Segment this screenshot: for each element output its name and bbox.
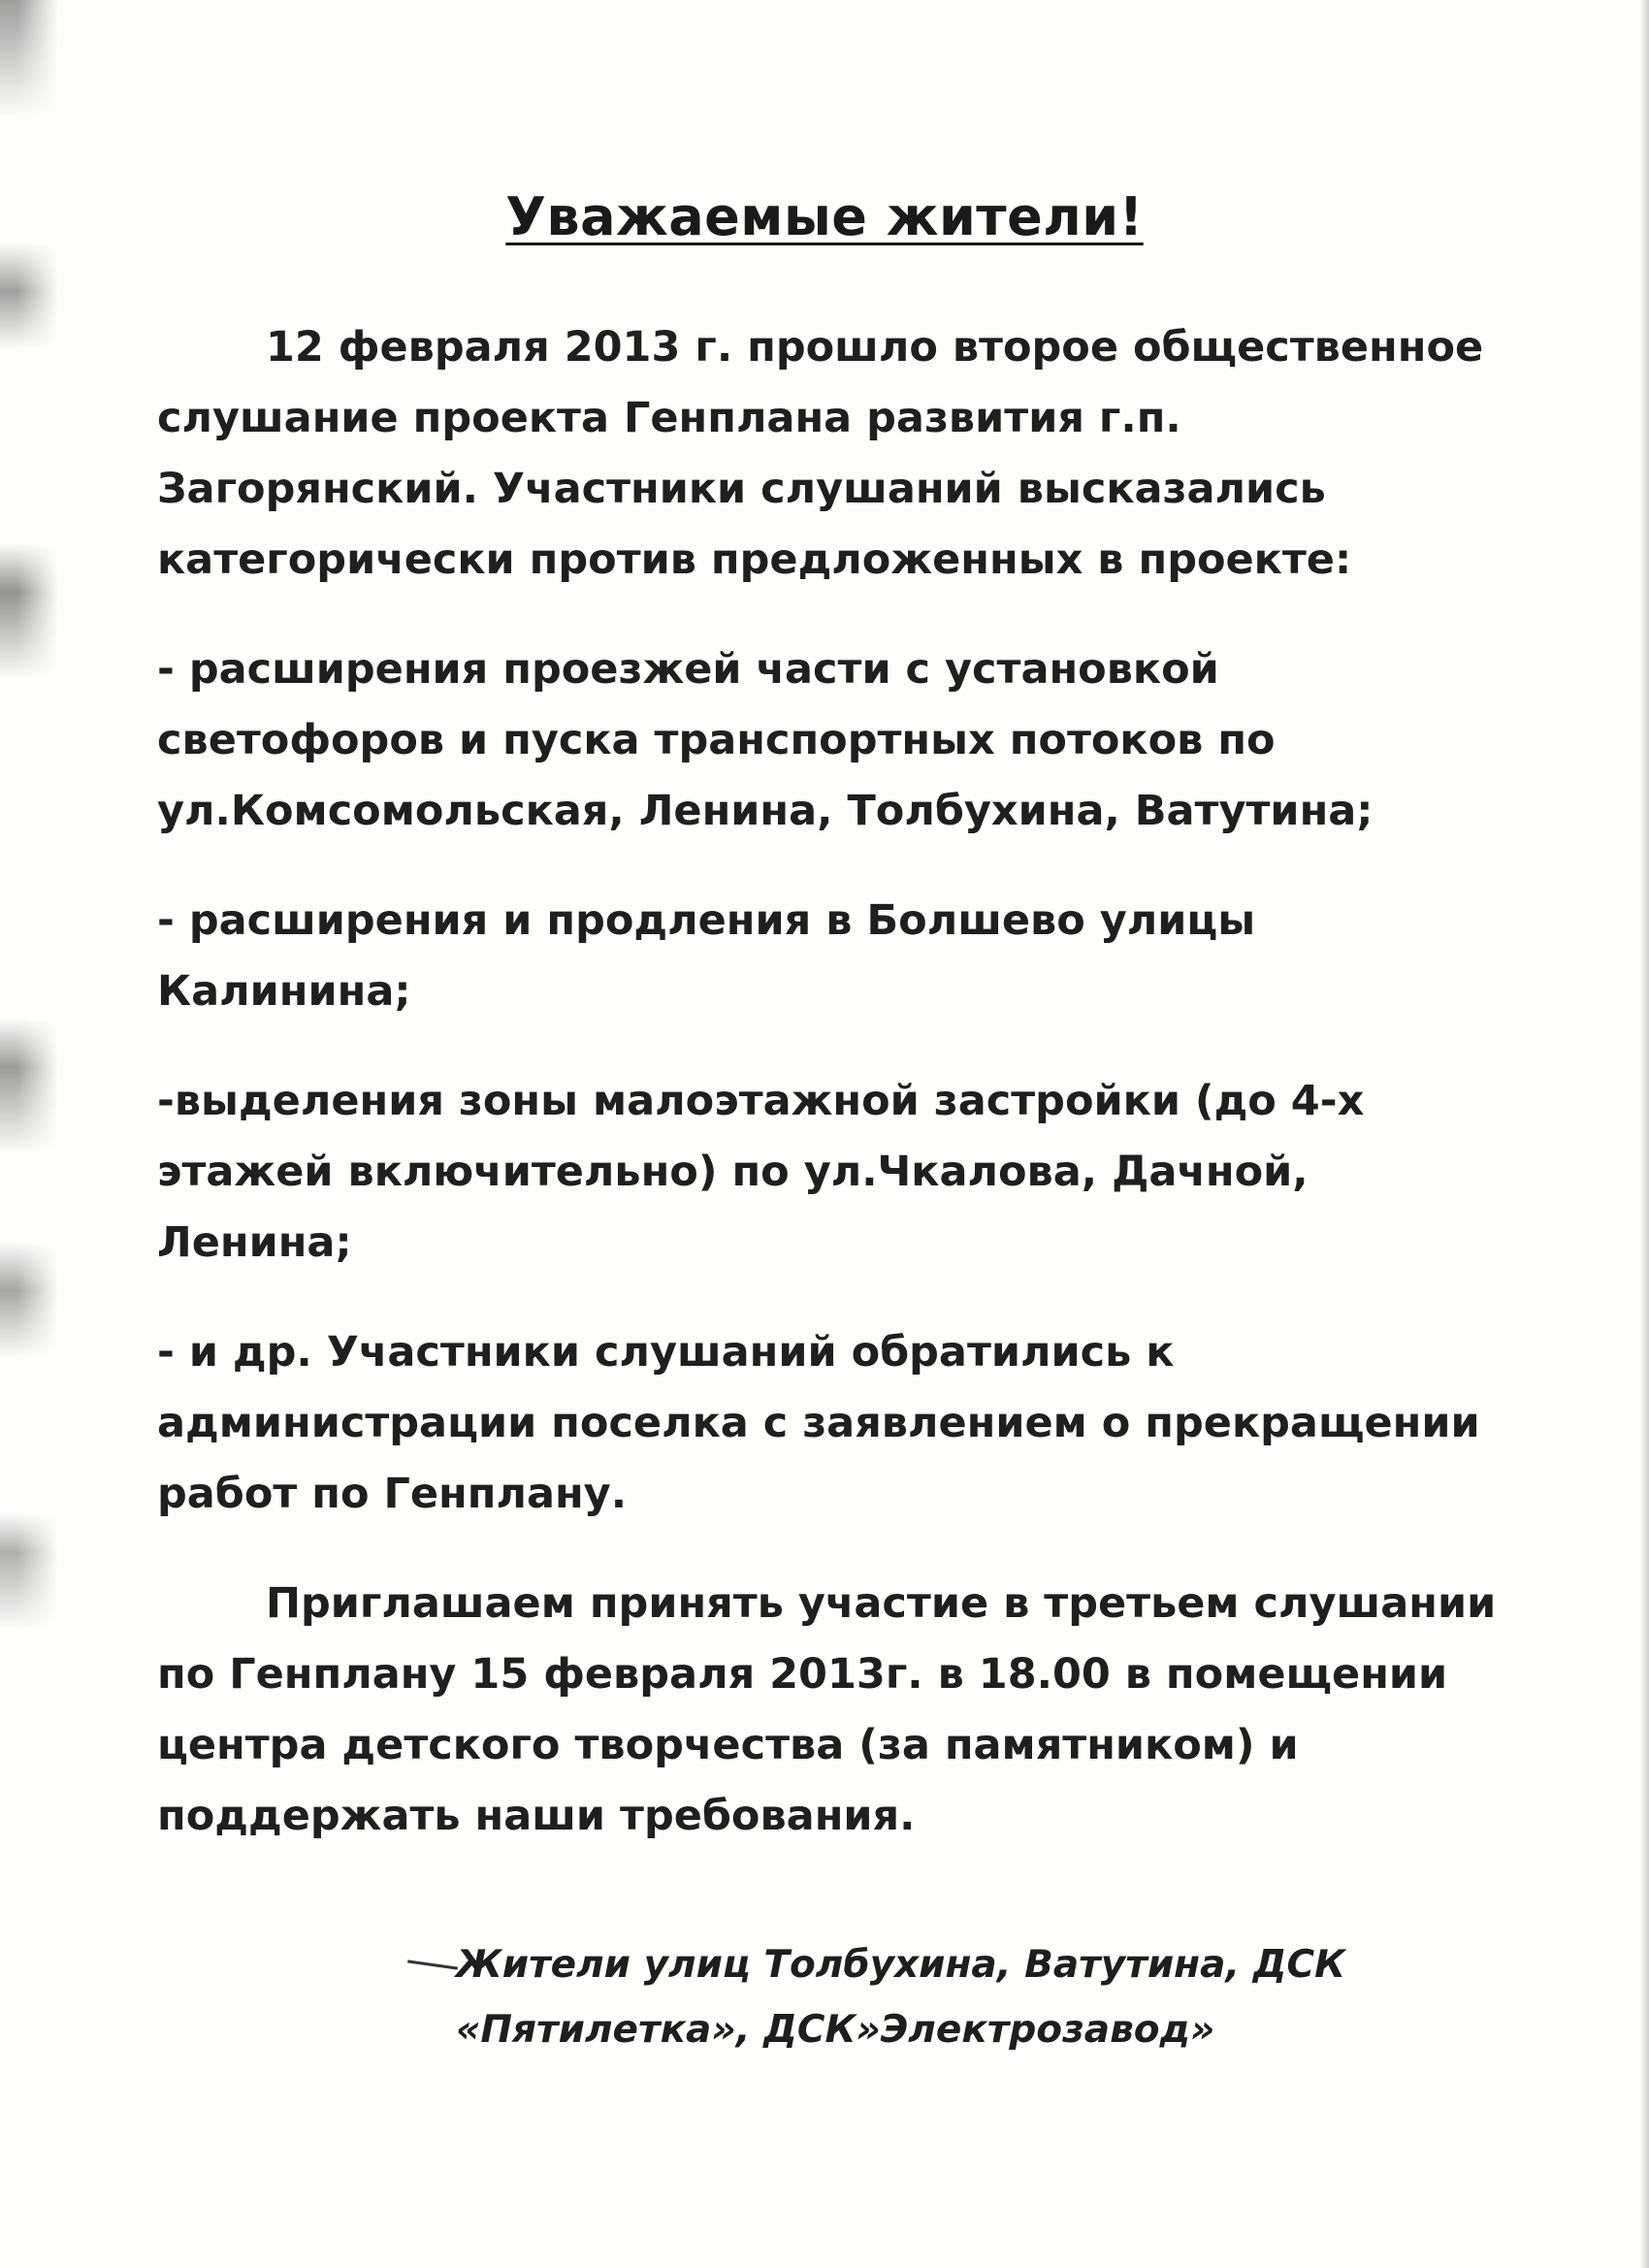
signature-line-1: Жители улиц Толбухина, Ватутина, ДСК xyxy=(456,1943,1346,1987)
paragraph-invitation: Приглашаем принять участие в третьем слушании по Генплану 15 февраля 2013г. в 18.00 в помещении центра детского творчества (за памятником) и поддержать наши требования. xyxy=(157,1579,1497,1840)
paragraph-item-lowrise: -выделения зоны малоэтажной застройки (до 4-х этажей включительно) по ул.Чкалова, Дачной, Ленина; xyxy=(157,1077,1365,1267)
signature-mark xyxy=(407,1960,458,1969)
paragraph-item-roads: - расширения проезжей части с установкой светофоров и пуска транспортных потоков по ул.Комсомольская, Ленина, Толбухина, Ватутина; xyxy=(157,645,1374,835)
paragraph-intro: 12 февраля 2013 г. прошло второе общественное слушание проекта Генплана развития г.п. Загорянский. Участники слушаний высказались категорически против предложенных в проекте: xyxy=(157,323,1484,584)
signature-line-2: «Пятилетка», ДСК»Электрозавод» xyxy=(456,2008,1215,2052)
document-body xyxy=(157,312,1505,1891)
scan-shadow-left xyxy=(0,0,58,2268)
document-title: Уважаемые жители! xyxy=(505,186,1144,247)
scan-shadow-right xyxy=(1639,0,1649,2268)
signature-block xyxy=(456,1932,1426,2062)
paragraph-item-kalinina: - расширения и продления в Болшево улицы Калинина; xyxy=(157,896,1256,1016)
paragraph-item-appeal: - и др. Участники слушаний обратились к администрации поселка с заявлением о прекращении работ по Генплану. xyxy=(157,1328,1480,1518)
